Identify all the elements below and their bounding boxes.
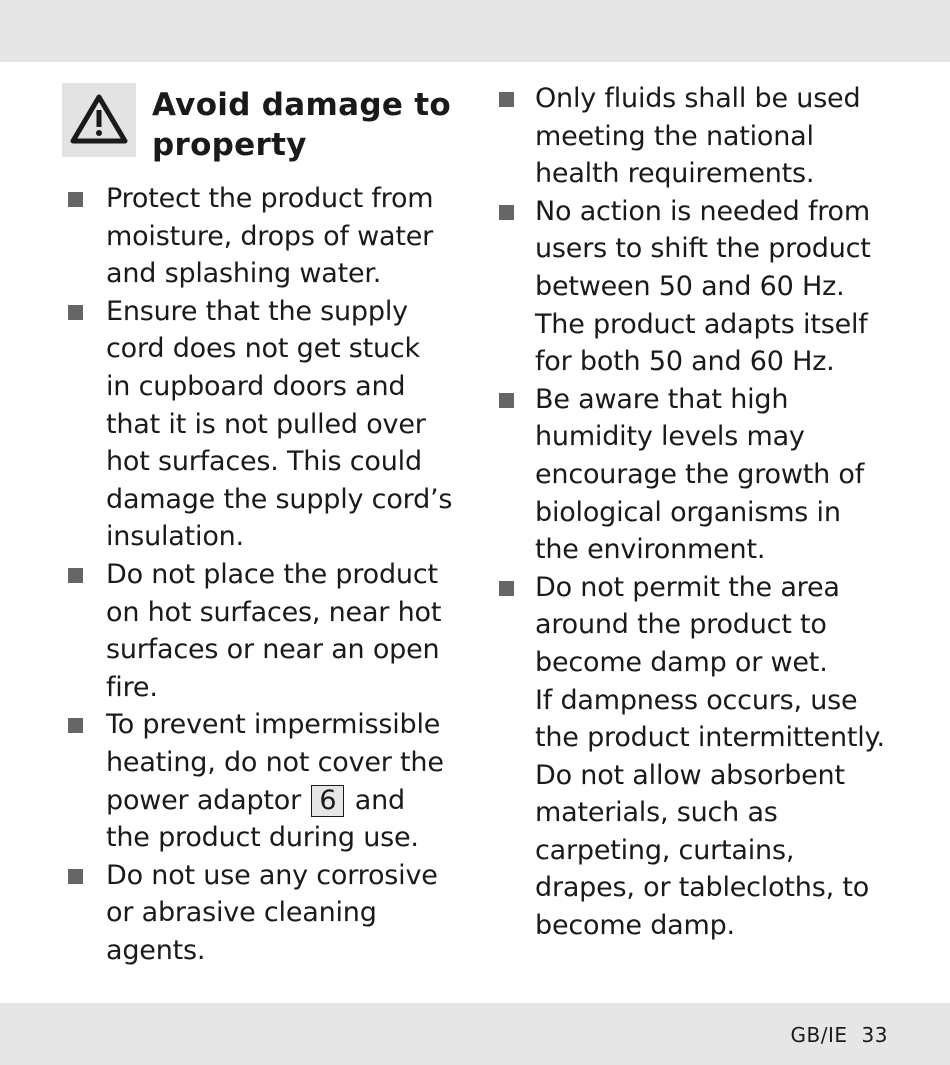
bullet-square-icon <box>68 718 83 733</box>
bullet-square-icon <box>68 869 83 884</box>
bullet-square-icon <box>68 568 83 583</box>
list-item: Be aware that high humidity levels may encourage the growth of biological organisms in the environment. <box>493 381 885 569</box>
list-item: Only fluids shall be used meeting the national health requirements. <box>493 80 885 193</box>
section-heading <box>62 83 454 163</box>
page-number: 33 <box>861 1023 888 1047</box>
bullet-square-icon <box>68 192 83 207</box>
list-item: No action is needed from users to shift the product between 50 and 60 Hz. The product adapts itself for both 50 and 60 Hz. <box>493 193 885 381</box>
bullet-square-icon <box>499 393 514 408</box>
list-item: Ensure that the supply cord does not get stuck in cupboard doors and that it is not pulled over hot surfaces. This could damage the supply cord’s insulation. <box>62 293 452 556</box>
region-label: GB/IE <box>790 1023 848 1047</box>
bullet-square-icon <box>499 581 514 596</box>
left-bullet-list <box>62 180 452 969</box>
bullet-square-icon <box>499 92 514 107</box>
reference-number-box: 6 <box>311 785 344 817</box>
top-band <box>0 0 950 62</box>
page-footer <box>777 1023 888 1047</box>
list-item: Do not use any corrosive or abrasive cleaning agents. <box>62 857 452 970</box>
bullet-square-icon <box>499 205 514 220</box>
warning-icon-box <box>62 83 136 157</box>
list-item: Protect the product from moisture, drops of water and splashing water. <box>62 180 452 293</box>
warning-triangle-icon <box>70 93 128 145</box>
section-title: Avoid damage to property <box>152 87 451 163</box>
list-item: Do not place the product on hot surfaces, near hot surfaces or near an open fire. <box>62 556 452 706</box>
list-item: To prevent impermissible heating, do not cover the power adaptor 6 and the product during use. <box>62 706 452 856</box>
bullet-square-icon <box>68 305 83 320</box>
list-item: Do not permit the area around the product to become damp or wet. If dampness occurs, use the product intermittently. Do not allow absorbent materials, such as carpeting, curtains, drapes, or tablecloths, to become damp. <box>493 569 885 945</box>
right-bullet-list <box>493 80 885 945</box>
